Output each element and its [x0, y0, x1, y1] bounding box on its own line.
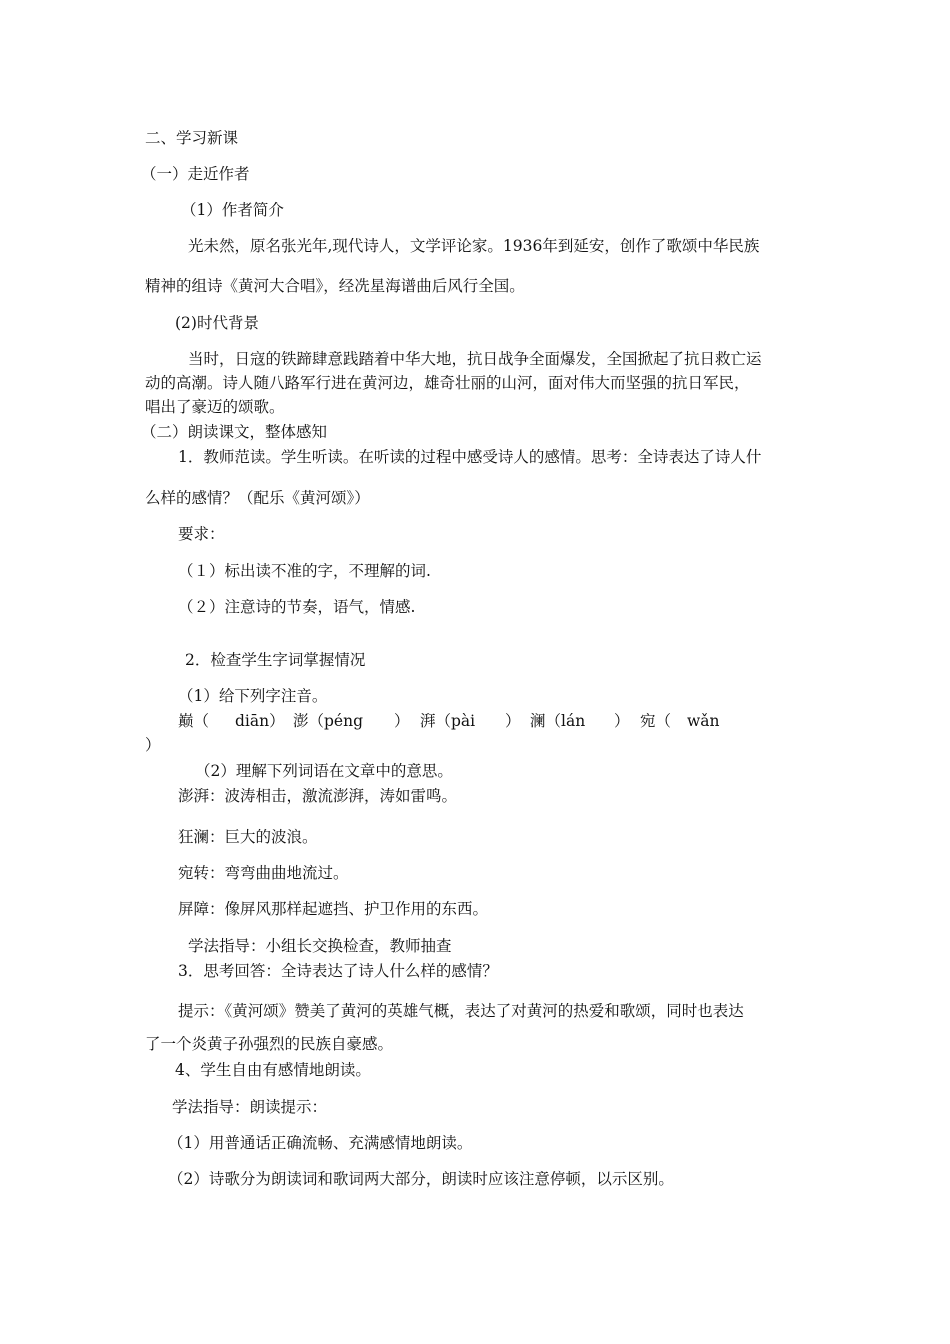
method-guide-1: 学法指导：小组长交换检查，教师抽查	[188, 937, 452, 955]
hint-line-1: 提示：《黄河颂》赞美了黄河的英雄气概，表达了对黄河的热爱和歌颂，同时也表达	[178, 1002, 744, 1020]
background-line-2: 动的高潮。诗人随八路军行进在黄河边，雄奇壮丽的山河，面对伟大而坚强的抗日军民，	[145, 374, 750, 392]
item3: 3．思考回答：全诗表达了诗人什么样的感情？	[178, 962, 498, 980]
pinyin-char: 澜（lán	[530, 712, 586, 730]
pinyin-answer: ）	[505, 712, 521, 730]
part1-heading: （一）走近作者	[141, 165, 250, 183]
pinyin-char: 宛（	[640, 712, 672, 730]
item1-line-1: 1．教师范读。学生听读。在听读的过程中感受诗人的感情。思考：全诗表达了诗人什	[178, 448, 762, 466]
requirement-1: （１）标出读不准的字，不理解的词.	[178, 562, 431, 580]
requirement-2: （２）注意诗的节奏，语气，情感.	[178, 598, 416, 616]
background-line-3: 唱出了豪迈的颂歌。	[145, 398, 285, 416]
pinyin-answer: diān）	[235, 712, 285, 730]
pinyin-answer: ）	[394, 712, 410, 730]
reading-tip-2: （2）诗歌分为朗读词和歌词两大部分，朗读时应该注意停顿，以示区别。	[168, 1170, 674, 1188]
author-intro-line-2: 精神的组诗《黄河大合唱》，经冼星海谱曲后风行全国。	[145, 277, 525, 295]
pinyin-answer: wǎn	[687, 712, 720, 730]
pinyin-label: （1）给下列字注音。	[178, 687, 328, 705]
pinyin-close-paren: ）	[145, 736, 161, 754]
method-guide-2: 学法指导：朗读提示：	[172, 1098, 328, 1116]
meaning-item: 狂澜：巨大的波浪。	[178, 828, 318, 846]
item1-line-2: 么样的感情？（配乐《黄河颂》）	[145, 489, 370, 507]
requirements-label: 要求：	[178, 525, 225, 543]
item2: 2．检查学生字词掌握情况	[185, 651, 366, 669]
item4: 4、学生自由有感情地朗读。	[175, 1061, 371, 1079]
pinyin-answer: ）	[614, 712, 630, 730]
background-line-1: 当时，日寇的铁蹄肆意践踏着中华大地，抗日战争全面爆发，全国掀起了抗日救亡运	[188, 350, 762, 368]
pinyin-char: 巅（	[178, 712, 210, 730]
hint-line-2: 了一个炎黄子孙强烈的民族自豪感。	[145, 1035, 394, 1053]
meaning-item: 澎湃：波涛相击，激流澎湃，涛如雷鸣。	[178, 787, 458, 805]
author-intro-label: （1）作者简介	[181, 201, 284, 219]
author-intro-line-1: 光未然，原名张光年,现代诗人，文学评论家。1936年到延安，创作了歌颂中华民族	[188, 237, 760, 255]
pinyin-char: 澎（péng	[293, 712, 363, 730]
meaning-item: 宛转：弯弯曲曲地流过。	[178, 864, 349, 882]
part2-heading: （二）朗读课文，整体感知	[141, 423, 328, 441]
reading-tip-1: （1）用普通话正确流畅、充满感情地朗读。	[168, 1134, 473, 1152]
meaning-item: 屏障：像屏风那样起遮挡、护卫作用的东西。	[178, 900, 489, 918]
pinyin-char: 湃（pài	[420, 712, 476, 730]
meaning-label: （2）理解下列词语在文章中的意思。	[195, 762, 453, 780]
background-label: (2)时代背景	[175, 314, 259, 332]
section-title: 二、学习新课	[145, 129, 239, 147]
